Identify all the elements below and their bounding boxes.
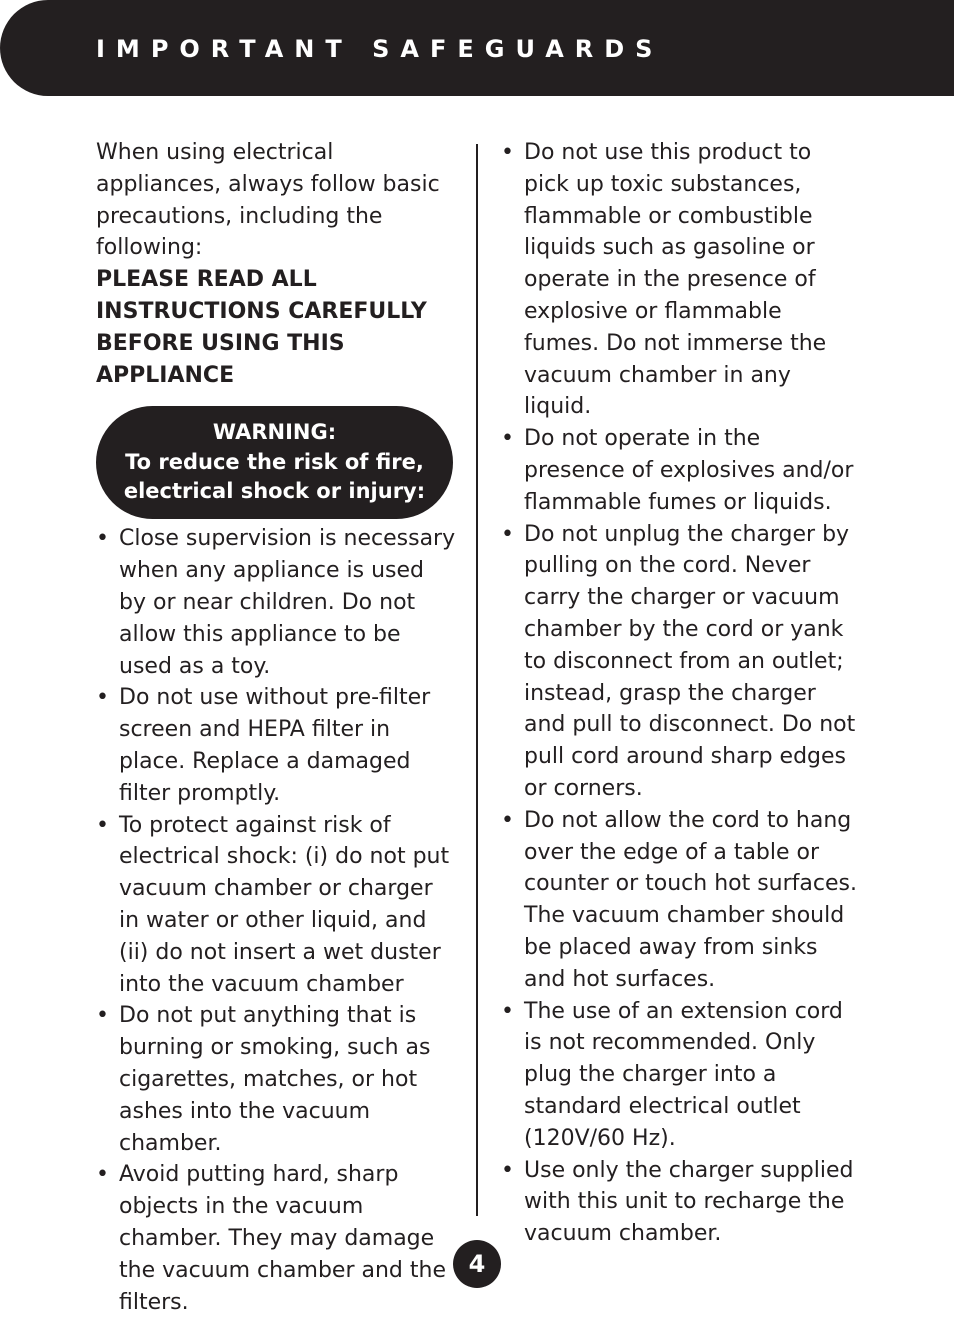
- page-title: IMPORTANT SAFEGUARDS: [96, 35, 664, 63]
- list-item: • Do not use this product to pick up toxic substances, flammable or combustible liquids such as gasoline or operate in the presence of explosive or flammable fumes. Do not immerse the vacuum chamber in any liquid.: [501, 137, 861, 423]
- list-item: • Close supervision is necessary when any appliance is used by or near children. Do not allow this appliance to be used as a toy.: [96, 523, 456, 682]
- header-bar: [0, 0, 954, 96]
- column-divider: [476, 144, 478, 1216]
- warning-title: WARNING:: [212, 420, 337, 445]
- header-cap: [0, 0, 96, 96]
- list-item: • Do not put anything that is burning or smoking, such as cigarettes, matches, or hot ashes into the vacuum chamber.: [96, 1000, 456, 1159]
- warning-line-1: To reduce the risk of fire,: [125, 449, 424, 474]
- warning-line-2: electrical shock or injury:: [123, 479, 426, 504]
- warning-box: [96, 406, 453, 519]
- list-item: • The use of an extension cord is not recommended. Only plug the charger into a standard electrical outlet (120V/60 Hz).: [501, 996, 861, 1155]
- page-number: 4: [453, 1240, 501, 1288]
- right-safeguard-list: [501, 137, 861, 1250]
- left-safeguard-list: [96, 523, 456, 1318]
- list-item: • To protect against risk of electrical shock: (i) do not put vacuum chamber or charger in water or other liquid, and (ii) do not insert a wet duster into the vacuum chamber: [96, 810, 456, 1001]
- list-item: • Use only the charger supplied with this unit to recharge the vacuum chamber.: [501, 1155, 861, 1250]
- right-column: [501, 137, 861, 1250]
- intro-text: When using electrical appliances, always follow basic precautions, including the following:: [96, 140, 440, 261]
- list-item: • Do not operate in the presence of explosives and/or flammable fumes or liquids.: [501, 423, 861, 518]
- list-item: • Avoid putting hard, sharp objects in the vacuum chamber. They may damage the vacuum chamber and the filters.: [96, 1159, 456, 1318]
- list-item: • Do not unplug the charger by pulling on the cord. Never carry the charger or vacuum chamber by the cord or yank to disconnect from an outlet; instead, grasp the charger and pull to disconnect. Do not pull cord around sharp edges or corners.: [501, 519, 861, 805]
- read-instructions-notice: PLEASE READ ALL INSTRUCTIONS CAREFULLY BEFORE USING THIS APPLIANCE: [96, 267, 427, 388]
- list-item: • Do not allow the cord to hang over the edge of a table or counter or touch hot surfaces. The vacuum chamber should be placed away from sinks and hot surfaces.: [501, 805, 861, 996]
- list-item: • Do not use without pre-filter screen and HEPA filter in place. Replace a damaged filter promptly.: [96, 682, 456, 809]
- left-column: [96, 137, 456, 1318]
